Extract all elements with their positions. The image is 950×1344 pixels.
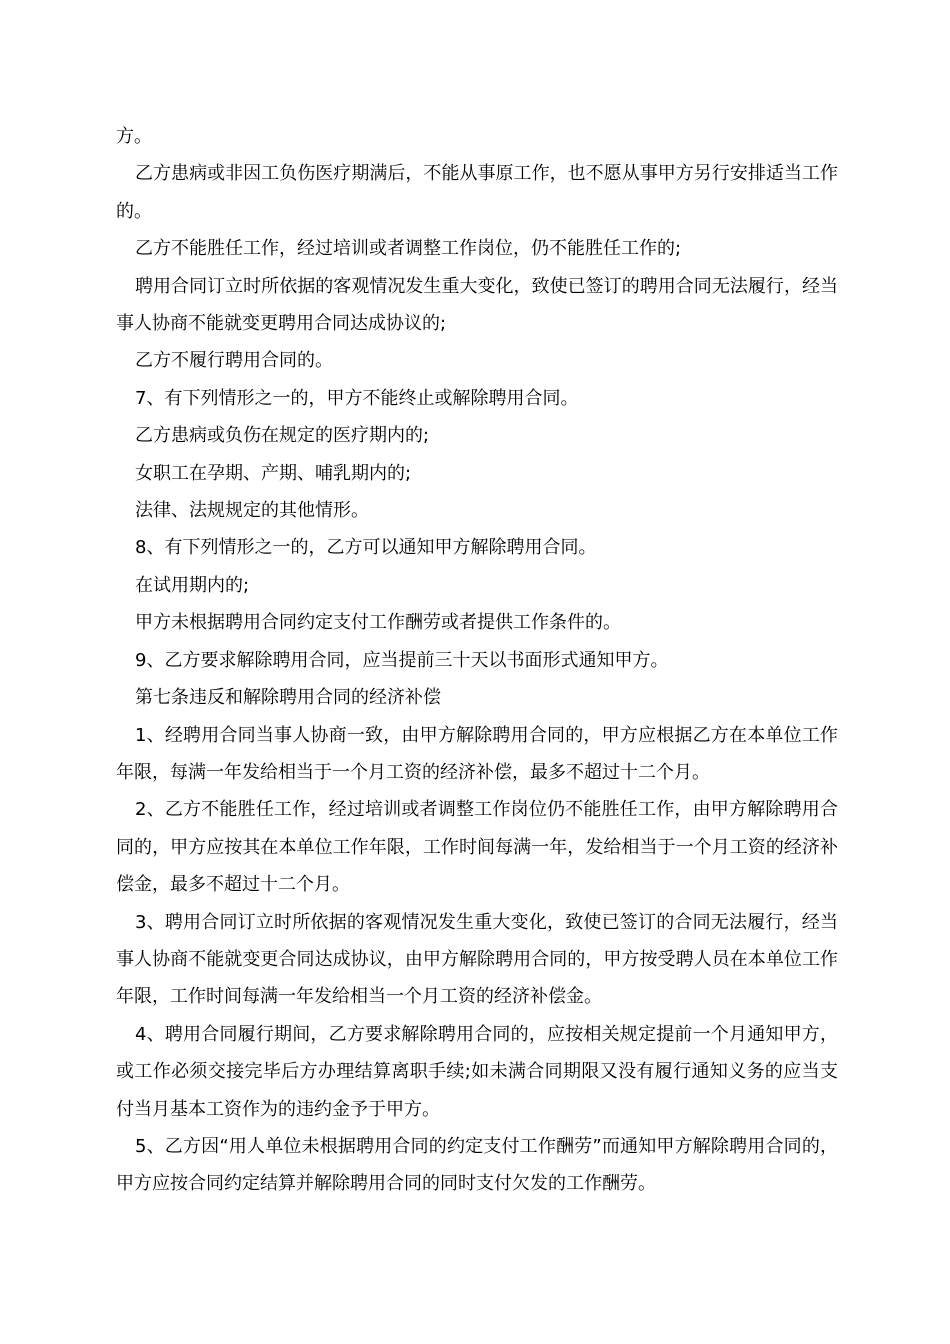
paragraph: 9、乙方要求解除聘用合同，应当提前三十天以书面形式通知甲方。 (135, 649, 669, 671)
paragraph: 甲方未根据聘用合同约定支付工作酬劳或者提供工作条件的。 (135, 612, 621, 634)
paragraph: 方。 (116, 126, 152, 147)
paragraph: 7、有下列情形之一的，甲方不能终止或解除聘用合同。 (135, 387, 579, 409)
paragraph: 女职工在孕期、产期、哺乳期内的; (135, 462, 412, 484)
document-body (116, 118, 838, 1203)
paragraph: 5、乙方因“用人单位未根据聘用合同的约定支付工作酬劳”而通知甲方解除聘用合同的，甲方应按合同约定结算并解除聘用合同的同时支付欠发的工作酬劳。 (116, 1135, 838, 1195)
paragraph: 2、乙方不能胜任工作，经过培训或者调整工作岗位仍不能胜任工作，由甲方解除聘用合同的，甲方应按其在本单位工作年限，工作时间每满一年，发给相当于一个月工资的经济补偿金，最多不超过十二个月。 (116, 799, 838, 896)
paragraph: 8、有下列情形之一的，乙方可以通知甲方解除聘用合同。 (135, 537, 597, 559)
paragraph: 乙方患病或非因工负伤医疗期满后，不能从事原工作，也不愿从事甲方另行安排适当工作的。 (116, 163, 838, 222)
paragraph: 乙方患病或负伤在规定的医疗期内的; (135, 425, 430, 447)
paragraph: 乙方不履行聘用合同的。 (135, 350, 333, 372)
paragraph: 3、聘用合同订立时所依据的客观情况发生重大变化，致使已签订的合同无法履行，经当事人协商不能就变更合同达成协议，由甲方解除聘用合同的，甲方按受聘人员在本单位工作年限，工作时间每满一年发给相当一个月工资的经济补偿金。 (116, 911, 838, 1008)
paragraph: 在试用期内的; (135, 574, 250, 596)
paragraph: 法律、法规规定的其他情形。 (135, 500, 369, 522)
paragraph: 聘用合同订立时所依据的客观情况发生重大变化，致使已签订的聘用合同无法履行，经当事人协商不能就变更聘用合同达成协议的; (116, 275, 838, 335)
paragraph: 4、聘用合同履行期间，乙方要求解除聘用合同的，应按相关规定提前一个月通知甲方，或工作必须交接完毕后方办理结算离职手续;如未满合同期限又没有履行通知义务的应当支付当月基本工资作为的违约金予于甲方。 (116, 1023, 838, 1120)
section-heading: 第七条违反和解除聘用合同的经济补偿 (135, 687, 441, 709)
paragraph: 1、经聘用合同当事人协商一致，由甲方解除聘用合同的，甲方应根据乙方在本单位工作年限，每满一年发给相当于一个月工资的经济补偿，最多不超过十二个月。 (116, 724, 838, 783)
paragraph: 乙方不能胜任工作，经过培训或者调整工作岗位，仍不能胜任工作的; (135, 238, 682, 260)
